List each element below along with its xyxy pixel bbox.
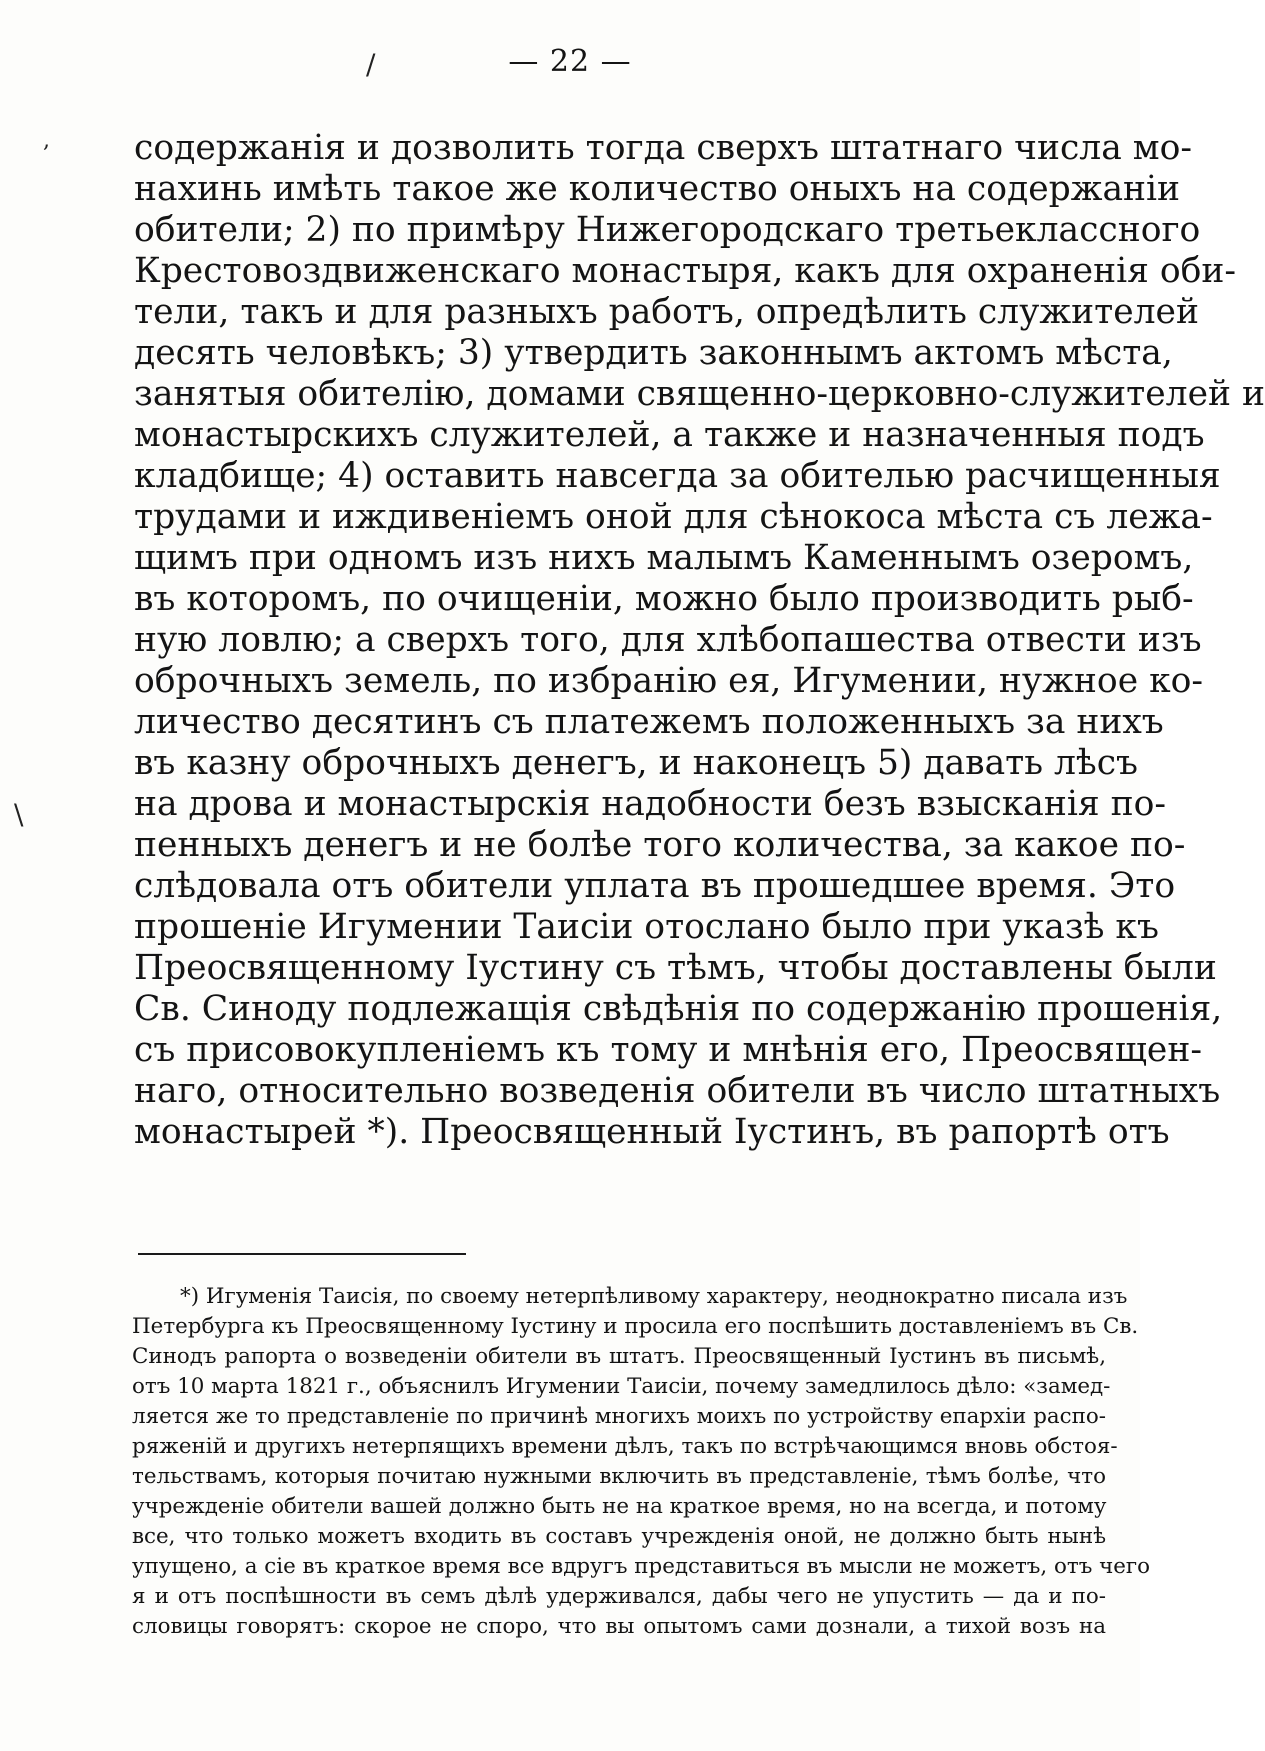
- text-line: кладбище; 4) оставить навсегда за обителью расчищенныя: [134, 456, 1221, 496]
- text-line: наго, относительно возведенія обители въ число штатныхъ: [134, 1071, 1221, 1111]
- footnote-line: тельствамъ, которыя почитаю нужными включить въ представленіе, тѣмъ болѣе, что: [132, 1464, 1106, 1489]
- footnote-text: [132, 1282, 1151, 1642]
- footnote-line: Петербурга къ Преосвященному Іустину и просила его поспѣшить доставленіемъ въ Св.: [132, 1314, 1139, 1339]
- text-line: монастырскихъ служителей, а также и назначенныя подъ: [134, 415, 1205, 455]
- text-line: тели, такъ и для разныхъ работъ, опредѣлить служителей: [134, 292, 1199, 332]
- text-line: трудами и иждивеніемъ оной для сѣнокоса мѣста съ лежа-: [134, 497, 1213, 537]
- stray-ink-mark: \: [14, 798, 24, 831]
- text-line: на дрова и монастырскія надобности безъ взысканія по-: [134, 784, 1167, 824]
- text-line: нахинь имѣть такое же количество оныхъ на содержаніи: [134, 169, 1181, 209]
- text-line: обители; 2) по примѣру Нижегородскаго третьеклассного: [134, 210, 1201, 250]
- text-line: содержанія и дозволить тогда сверхъ штатнаго числа мо-: [134, 128, 1192, 168]
- text-line: въ казну оброчныхъ денегъ, и наконецъ 5) давать лѣсъ: [134, 743, 1138, 783]
- page-number: — 22 —: [508, 44, 632, 79]
- text-line: слѣдовала отъ обители уплата въ прошедшее время. Это: [134, 866, 1176, 906]
- footnote-line: Синодъ рапорта о возведеніи обители въ штатъ. Преосвященный Іустинъ въ письмѣ,: [132, 1344, 1106, 1369]
- footnote-line: все, что только можетъ входить въ составъ учрежденія оной, не должно быть нынѣ: [132, 1524, 1106, 1549]
- text-line: Крестовоздвиженскаго монастыря, какъ для охраненія оби-: [134, 251, 1237, 291]
- text-line: съ присовокупленіемъ къ тому и мнѣнія его, Преосвящен-: [134, 1030, 1202, 1070]
- footnote-line: *) Игуменія Таисія, по своему нетерпѣливому характеру, неоднократно писала изъ: [180, 1284, 1128, 1309]
- text-line: занятыя обителію, домами священно-церковно-служителей и: [134, 374, 1265, 414]
- footnote-line: учрежденіе обители вашей должно быть не на краткое время, но на всегда, и потому: [132, 1494, 1107, 1519]
- text-line: прошеніе Игумении Таисіи отослано было при указѣ къ: [134, 907, 1159, 947]
- text-line: Св. Синоду подлежащія свѣдѣнія по содержанію прошенія,: [134, 989, 1223, 1029]
- text-line: въ которомъ, по очищеніи, можно было производить рыб-: [134, 579, 1194, 619]
- footnote-line: словицы говорятъ: скорое не споро, что вы опытомъ сами дознали, а тихой возъ на: [132, 1614, 1106, 1639]
- text-line: личество десятинъ съ платежемъ положенныхъ за нихъ: [134, 702, 1164, 742]
- footnote-line: упущено, а сіе въ краткое время все вдругъ представиться въ мысли не можетъ, отъ чего: [132, 1554, 1151, 1579]
- stray-ink-mark: /: [366, 48, 376, 81]
- footnote-line: я и отъ поспѣшности въ семъ дѣлѣ удерживался, дабы чего не упустить — да и по-: [132, 1584, 1106, 1609]
- footnote-line: отъ 10 марта 1821 г., объяснилъ Игумении Таисіи, почему замедлилось дѣло: «замед-: [132, 1374, 1111, 1399]
- text-line: Преосвященному Іустину съ тѣмъ, чтобы доставлены были: [134, 948, 1217, 988]
- footnote-line: ляется же то представленіе по причинѣ многихъ моихъ по устройству епархіи распо-: [132, 1404, 1106, 1429]
- text-line: пенныхъ денегъ и не болѣе того количества, за какое по-: [134, 825, 1186, 865]
- footnote-divider: [138, 1253, 466, 1255]
- text-line: монастырей *). Преосвященный Іустинъ, въ рапортѣ отъ: [134, 1112, 1170, 1152]
- stray-ink-mark: ,: [43, 128, 50, 153]
- text-line: щимъ при одномъ изъ нихъ малымъ Каменнымъ озеромъ,: [134, 538, 1194, 578]
- text-line: десять человѣкъ; 3) утвердить законнымъ актомъ мѣста,: [134, 333, 1173, 373]
- text-line: оброчныхъ земель, по избранію ея, Игумении, нужное ко-: [134, 661, 1204, 701]
- footnote-line: ряженій и другихъ нетерпящихъ времени дѣлъ, такъ по встрѣчающимся вновь обстоя-: [132, 1434, 1118, 1459]
- text-line: ную ловлю; а сверхъ того, для хлѣбопашества отвести изъ: [134, 620, 1202, 660]
- body-text: [134, 128, 1265, 1153]
